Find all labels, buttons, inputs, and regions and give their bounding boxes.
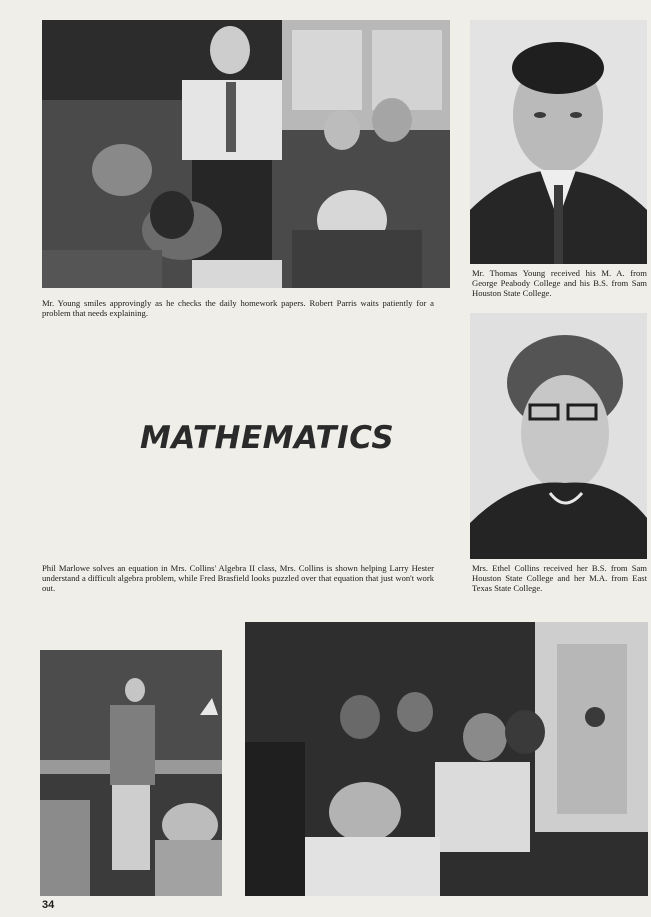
page-title: MATHEMATICS bbox=[140, 420, 395, 456]
algebra-class-photo bbox=[245, 622, 648, 896]
portrait-collins-art bbox=[470, 313, 647, 559]
caption-algebra-class: Phil Marlowe solves an equation in Mrs. Collins' Algebra II class, Mrs. Collins is shown helping Larry Hester understand a difficult algebra problem, while Fred Brasfield looks puzzled over that equation that just won't work out. bbox=[42, 563, 434, 593]
portrait-ethel-collins bbox=[470, 313, 647, 559]
classroom-photo-mr-young bbox=[42, 20, 450, 288]
caption-young-portrait: Mr. Thomas Young received his M. A. from George Peabody College and his B.S. from Sam Houston State College. bbox=[472, 268, 647, 298]
caption-top-photo: Mr. Young smiles approvingly as he checks the daily homework papers. Robert Parris waits patiently for a problem that needs explaining. bbox=[42, 298, 434, 318]
portrait-young-art bbox=[470, 20, 647, 264]
portrait-thomas-young bbox=[470, 20, 647, 264]
page-number: 34 bbox=[42, 899, 55, 911]
chalkboard-photo-art bbox=[40, 650, 222, 896]
classroom-photo-art bbox=[42, 20, 450, 288]
caption-collins-portrait: Mrs. Ethel Collins received her B.S. from Sam Houston State College and her M.A. from East Texas State College. bbox=[472, 563, 647, 593]
chalkboard-photo bbox=[40, 650, 222, 896]
algebra-class-photo-art bbox=[245, 622, 648, 896]
